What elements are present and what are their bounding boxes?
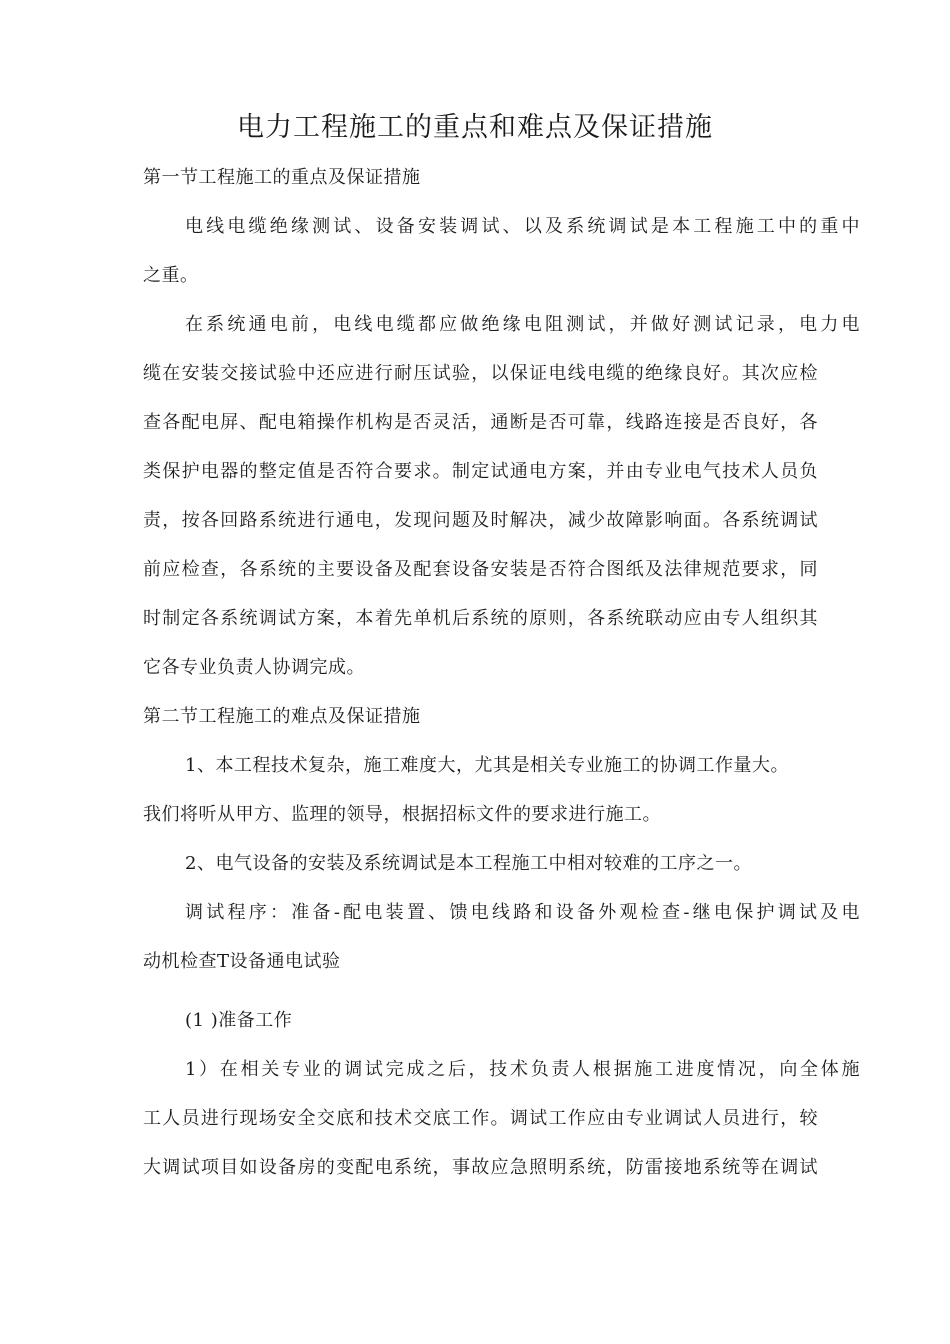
- paragraph-line: 缆在安装交接试验中还应进行耐压试验，以保证电线电缆的绝缘良好。其次应检: [143, 363, 818, 384]
- paragraph-line: 大调试项目如设备房的变配电系统，事故应急照明系统，防雷接地系统等在调试: [143, 1157, 818, 1178]
- paragraph-line: 查各配电屏、配电箱操作机构是否灵活，通断是否可靠，线路连接是否良好，各: [143, 412, 818, 433]
- paragraph-line: 时制定各系统调试方案，本着先单机后系统的原则，各系统联动应由专人组织其: [143, 608, 818, 629]
- paragraph-line: 2、电气设备的安装及系统调试是本工程施工中相对较难的工序之一。: [185, 853, 752, 874]
- paragraph-line: 责，按各回路系统进行通电，发现问题及时解决，减少故障影响面。各系统调试: [143, 510, 818, 531]
- paragraph-line: 前应检查，各系统的主要设备及配套设备安装是否符合图纸及法律规范要求，同: [143, 559, 818, 580]
- paragraph-line: 在系统通电前，电线电缆都应做绝缘电阻测试，并做好测试记录，电力电: [185, 314, 860, 335]
- section-heading-1: 第一节工程施工的重点及保证措施: [143, 167, 421, 188]
- paragraph-line: 我们将听从甲方、监理的领导，根据招标文件的要求进行施工。: [143, 804, 661, 825]
- document-title: 电力工程施工的重点和难点及保证措施: [237, 112, 713, 143]
- paragraph-line: 调试程序：准备-配电装置、馈电线路和设备外观检查-继电保护调试及电: [185, 902, 860, 923]
- paragraph-line: 电线电缆绝缘测试、设备安装调试、以及系统调试是本工程施工中的重中: [185, 216, 860, 237]
- paragraph-line: 1、本工程技术复杂，施工难度大，尤其是相关专业施工的协调工作量大。: [185, 755, 789, 776]
- paragraph-line: 它各专业负责人协调完成。: [143, 657, 365, 678]
- section-heading-2: 第二节工程施工的难点及保证措施: [143, 706, 421, 727]
- subheading: (1 )准备工作: [185, 1010, 293, 1031]
- paragraph-line: 类保护电器的整定值是否符合要求。制定试通电方案，并由专业电气技术人员负: [143, 461, 818, 482]
- paragraph-line: 1）在相关专业的调试完成之后，技术负责人根据施工进度情况，向全体施: [185, 1059, 860, 1080]
- paragraph-line: 之重。: [143, 265, 199, 286]
- paragraph-line: 工人员进行现场安全交底和技术交底工作。调试工作应由专业调试人员进行，较: [143, 1108, 818, 1129]
- paragraph-line: 动机检查T设备通电试验: [143, 951, 341, 972]
